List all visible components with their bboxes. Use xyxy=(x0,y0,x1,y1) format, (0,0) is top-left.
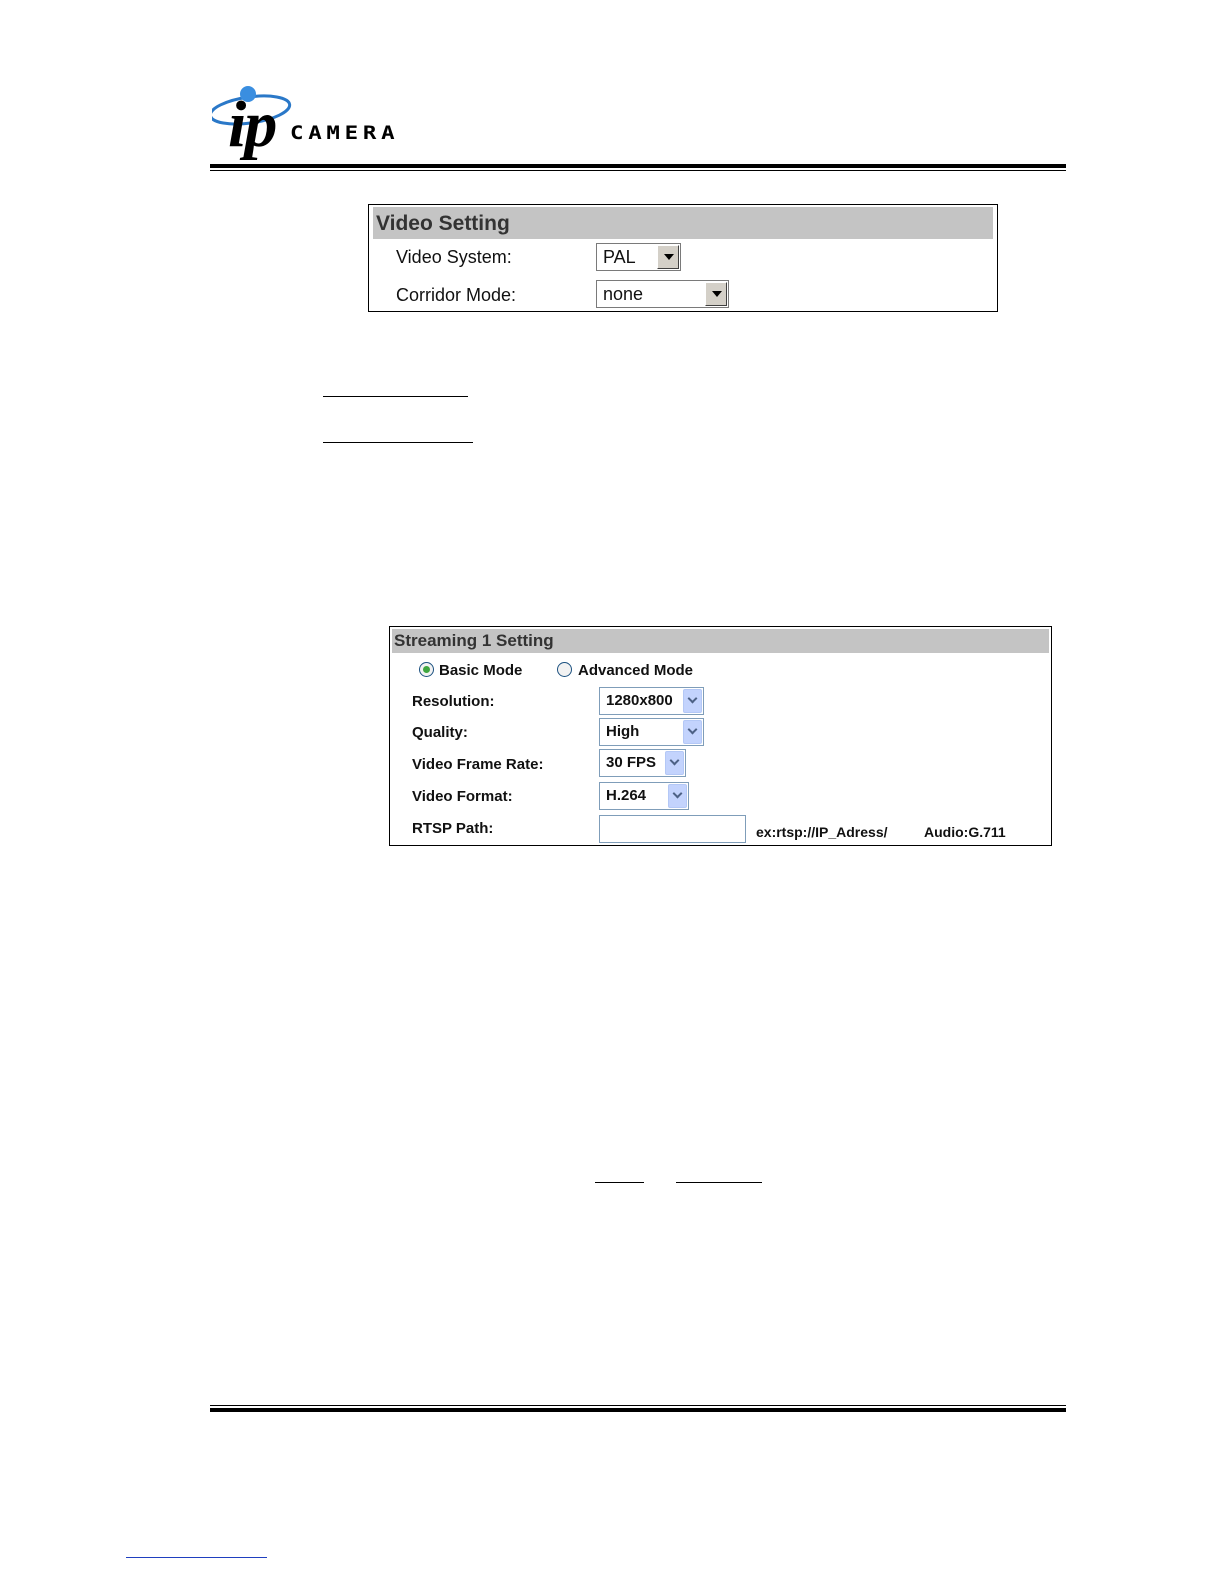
corridor-mode-select[interactable] xyxy=(596,280,729,308)
chevron-down-icon[interactable] xyxy=(683,720,702,744)
footer-rule xyxy=(210,1405,1066,1412)
video-frame-rate-value: 30 FPS xyxy=(606,754,657,771)
header-rule xyxy=(210,164,1066,171)
video-format-select[interactable] xyxy=(599,782,689,810)
underline-mark xyxy=(323,396,468,397)
rtsp-path-label: RTSP Path: xyxy=(412,820,494,837)
advanced-mode-radio[interactable] xyxy=(557,662,572,677)
chevron-down-icon[interactable] xyxy=(683,689,702,713)
underline-mark xyxy=(595,1182,644,1183)
basic-mode-label: Basic Mode xyxy=(439,662,523,679)
streaming-setting-title: Streaming 1 Setting xyxy=(392,629,1049,653)
quality-value: High xyxy=(606,723,640,740)
logo-mark: ip xyxy=(228,88,276,161)
advanced-mode-label: Advanced Mode xyxy=(578,662,694,679)
underline-mark xyxy=(676,1182,762,1183)
streaming-setting-panel xyxy=(389,626,1052,846)
resolution-value: 1280x800 xyxy=(606,692,673,709)
rtsp-path-input[interactable] xyxy=(599,815,746,843)
video-system-select[interactable] xyxy=(596,243,681,271)
chevron-down-icon[interactable] xyxy=(665,751,684,775)
logo-word: CAMERA xyxy=(290,122,400,144)
video-format-value: H.264 xyxy=(606,787,647,804)
quality-select[interactable] xyxy=(599,718,704,746)
video-format-label: Video Format: xyxy=(412,788,513,805)
video-frame-rate-select[interactable] xyxy=(599,749,686,777)
video-frame-rate-label: Video Frame Rate: xyxy=(412,756,544,773)
resolution-select[interactable] xyxy=(599,687,704,715)
chevron-down-icon[interactable] xyxy=(668,784,687,808)
video-setting-title: Video Setting xyxy=(373,207,993,239)
corridor-mode-label: Corridor Mode: xyxy=(396,285,517,305)
chevron-down-icon[interactable] xyxy=(657,245,679,269)
video-setting-panel xyxy=(368,204,998,312)
footer-link-underline xyxy=(126,1557,267,1558)
quality-label: Quality: xyxy=(412,724,468,741)
video-system-value: PAL xyxy=(603,247,636,267)
video-system-label: Video System: xyxy=(396,247,512,267)
corridor-mode-value: none xyxy=(603,284,644,304)
audio-codec-text: Audio:G.711 xyxy=(924,824,1006,840)
chevron-down-icon[interactable] xyxy=(705,282,727,306)
resolution-label: Resolution: xyxy=(412,693,495,710)
underline-mark xyxy=(323,442,473,443)
basic-mode-radio[interactable] xyxy=(419,662,434,677)
rtsp-path-hint: ex:rtsp://IP_Adress/ xyxy=(756,824,888,840)
